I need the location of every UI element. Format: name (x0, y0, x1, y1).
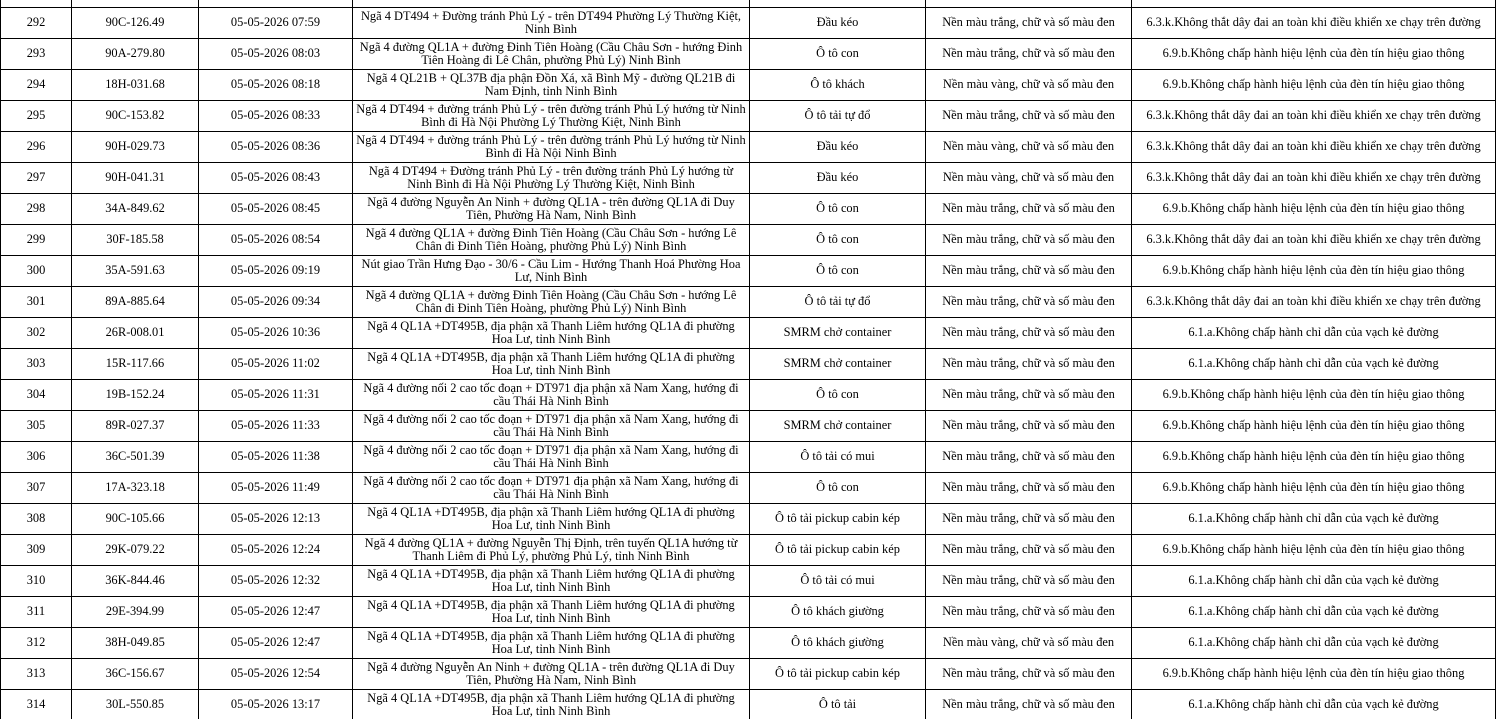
violation-time-cell: 05-05-2026 12:47 (199, 597, 353, 628)
row-number-cell: 296 (1, 132, 72, 163)
row-number-cell: 295 (1, 101, 72, 132)
location-cell: Ngã 4 đường nối 2 cao tốc đoạn + DT971 địa phận xã Nam Xang, hướng đi cầu Thái Hà Ninh Bình (353, 380, 750, 411)
violation-cell: 6.9.b.Không chấp hành hiệu lệnh của đèn tín hiệu giao thông (1132, 659, 1496, 690)
plate-number-cell: 36C-156.67 (72, 659, 199, 690)
violation-cell: 6.3.k.Không thắt dây đai an toàn khi điều khiển xe chạy trên đường (1132, 101, 1496, 132)
table-row (1, 473, 1496, 504)
row-number-cell: 292 (1, 8, 72, 39)
vehicle-type-cell: Ô tô con (750, 256, 926, 287)
violation-time-cell: 05-05-2026 12:24 (199, 535, 353, 566)
vehicle-type-cell: Ô tô con (750, 194, 926, 225)
violation-cell: 6.9.b.Không chấp hành hiệu lệnh của đèn tín hiệu giao thông (1132, 442, 1496, 473)
row-number-cell: 311 (1, 597, 72, 628)
location-cell: Ngã 4 QL1A +DT495B, địa phận xã Thanh Liêm hướng QL1A đi phường Hoa Lư, tỉnh Ninh Bình (353, 690, 750, 719)
plate-color-cell: Nền màu vàng, chữ và số màu đen (926, 70, 1132, 101)
plate-color-cell: Nền màu trắng, chữ và số màu đen (926, 659, 1132, 690)
plate-color-cell: Nền màu trắng, chữ và số màu đen (926, 256, 1132, 287)
plate-color-cell: Nền màu trắng, chữ và số màu đen (926, 318, 1132, 349)
plate-number-cell: 90C-105.66 (72, 504, 199, 535)
vehicle-type-cell: SMRM chở container (750, 349, 926, 380)
row-number-cell: 307 (1, 473, 72, 504)
plate-color-cell: Nền màu trắng, chữ và số màu đen (926, 225, 1132, 256)
plate-number-cell: 35A-591.63 (72, 256, 199, 287)
location-cell: Ngã 4 DT494 + đường tránh Phủ Lý - trên đường tránh Phủ Lý hướng từ Ninh Bình đi Hà Nội Ninh Bình (353, 132, 750, 163)
table-row (1, 318, 1496, 349)
vehicle-type-cell: Ô tô tải có mui (750, 566, 926, 597)
plate-color-cell: Nền màu trắng, chữ và số màu đen (926, 566, 1132, 597)
location-cell: Ngã 4 đường Nguyễn An Ninh + đường QL1A - trên đường QL1A đi Duy Tiên, Phường Hà Nam, Ninh Bình (353, 659, 750, 690)
vehicle-type-cell: Đầu kéo (750, 163, 926, 194)
row-number-cell: 294 (1, 70, 72, 101)
vehicle-type-cell: Đầu kéo (750, 132, 926, 163)
violation-time-cell: 05-05-2026 09:19 (199, 256, 353, 287)
location-cell: Ngã 4 QL1A +DT495B, địa phận xã Thanh Liêm hướng QL1A đi phường Hoa Lư, tỉnh Ninh Bình (353, 628, 750, 659)
violation-cell: 6.9.b.Không chấp hành hiệu lệnh của đèn tín hiệu giao thông (1132, 473, 1496, 504)
vehicle-type-cell: Ô tô khách giường (750, 628, 926, 659)
violation-time-cell: 05-05-2026 11:33 (199, 411, 353, 442)
violation-time-cell: 05-05-2026 12:32 (199, 566, 353, 597)
violation-time-cell: 05-05-2026 08:54 (199, 225, 353, 256)
row-number-cell: 304 (1, 380, 72, 411)
vehicle-type-cell: Ô tô tải (750, 690, 926, 719)
violation-time-cell: 05-05-2026 11:31 (199, 380, 353, 411)
violation-time-cell: 05-05-2026 08:03 (199, 39, 353, 70)
violation-time-cell: 05-05-2026 08:33 (199, 101, 353, 132)
vehicle-type-cell: Ô tô tải pickup cabin kép (750, 659, 926, 690)
plate-color-cell: Nền màu trắng, chữ và số màu đen (926, 411, 1132, 442)
plate-color-cell: Nền màu trắng, chữ và số màu đen (926, 39, 1132, 70)
violation-time-cell (199, 0, 353, 8)
location-cell: Ngã 4 QL1A +DT495B, địa phận xã Thanh Liêm hướng QL1A đi phường Hoa Lư, tỉnh Ninh Bình (353, 566, 750, 597)
row-number-cell: 312 (1, 628, 72, 659)
violation-cell (1132, 0, 1496, 8)
vehicle-type-cell: Ô tô con (750, 39, 926, 70)
plate-number-cell: 17A-323.18 (72, 473, 199, 504)
vehicle-type-cell: Đầu kéo (750, 8, 926, 39)
vehicle-type-cell: Ô tô con (750, 473, 926, 504)
violation-cell: 6.9.b.Không chấp hành hiệu lệnh của đèn tín hiệu giao thông (1132, 256, 1496, 287)
violation-time-cell: 05-05-2026 12:54 (199, 659, 353, 690)
table-body (1, 0, 1496, 719)
violation-time-cell: 05-05-2026 11:49 (199, 473, 353, 504)
table-row (1, 380, 1496, 411)
plate-number-cell: 90C-153.82 (72, 101, 199, 132)
table-row (1, 194, 1496, 225)
violation-cell: 6.3.k.Không thắt dây đai an toàn khi điều khiển xe chạy trên đường (1132, 163, 1496, 194)
row-number-cell: 300 (1, 256, 72, 287)
violation-cell: 6.1.a.Không chấp hành chỉ dẫn của vạch kẻ đường (1132, 566, 1496, 597)
row-number-cell: 303 (1, 349, 72, 380)
plate-number-cell: 29E-394.99 (72, 597, 199, 628)
vehicle-type-cell: Ô tô khách giường (750, 597, 926, 628)
location-cell: Ngã 4 đường nối 2 cao tốc đoạn + DT971 địa phận xã Nam Xang, hướng đi cầu Thái Hà Ninh Bình (353, 411, 750, 442)
violation-time-cell: 05-05-2026 12:47 (199, 628, 353, 659)
plate-color-cell: Nền màu trắng, chữ và số màu đen (926, 194, 1132, 225)
vehicle-type-cell: Ô tô con (750, 380, 926, 411)
location-cell: Ngã 4 QL1A +DT495B, địa phận xã Thanh Liêm hướng QL1A đi phường Hoa Lư, tỉnh Ninh Bình (353, 504, 750, 535)
table-row (1, 535, 1496, 566)
violation-cell: 6.3.k.Không thắt dây đai an toàn khi điều khiển xe chạy trên đường (1132, 225, 1496, 256)
plate-number-cell: 30F-185.58 (72, 225, 199, 256)
table-row (1, 442, 1496, 473)
plate-color-cell: Nền màu trắng, chữ và số màu đen (926, 504, 1132, 535)
table-row (1, 597, 1496, 628)
plate-color-cell: Nền màu trắng, chữ và số màu đen (926, 597, 1132, 628)
plate-color-cell: Nền màu trắng, chữ và số màu đen (926, 473, 1132, 504)
vehicle-type-cell (750, 0, 926, 8)
violation-cell: 6.9.b.Không chấp hành hiệu lệnh của đèn tín hiệu giao thông (1132, 70, 1496, 101)
row-number-cell: 302 (1, 318, 72, 349)
violation-cell: 6.3.k.Không thắt dây đai an toàn khi điều khiển xe chạy trên đường (1132, 287, 1496, 318)
table-row (1, 659, 1496, 690)
location-cell: Ngã 4 đường QL1A + đường Đinh Tiên Hoàng (Cầu Châu Sơn - hướng Đinh Tiên Hoàng đi Lê Chân, phường Phủ Lý) Ninh Bình (353, 39, 750, 70)
row-number-cell: 293 (1, 39, 72, 70)
violation-cell: 6.1.a.Không chấp hành chỉ dẫn của vạch kẻ đường (1132, 349, 1496, 380)
location-cell: Ngã 4 đường nối 2 cao tốc đoạn + DT971 địa phận xã Nam Xang, hướng đi cầu Thái Hà Ninh Bình (353, 473, 750, 504)
violation-time-cell: 05-05-2026 08:43 (199, 163, 353, 194)
plate-number-cell: 90A-279.80 (72, 39, 199, 70)
violation-time-cell: 05-05-2026 09:34 (199, 287, 353, 318)
table-row (1, 628, 1496, 659)
vehicle-type-cell: SMRM chở container (750, 318, 926, 349)
table-row (1, 411, 1496, 442)
plate-number-cell: 36C-501.39 (72, 442, 199, 473)
plate-number-cell: 18H-031.68 (72, 70, 199, 101)
row-number-cell: 313 (1, 659, 72, 690)
violation-time-cell: 05-05-2026 08:18 (199, 70, 353, 101)
plate-color-cell: Nền màu trắng, chữ và số màu đen (926, 287, 1132, 318)
table-row (1, 132, 1496, 163)
table-row (1, 39, 1496, 70)
row-number-cell: 299 (1, 225, 72, 256)
vehicle-type-cell: Ô tô con (750, 225, 926, 256)
location-cell: Ngã 4 QL21B + QL37B địa phận Đồn Xá, xã Bình Mỹ - đường QL21B đi Nam Định, tỉnh Ninh Bình (353, 70, 750, 101)
vehicle-type-cell: Ô tô khách (750, 70, 926, 101)
plate-number-cell: 89R-027.37 (72, 411, 199, 442)
location-cell: Ngã 4 DT494 + Đường tránh Phủ Lý - trên DT494 Phường Lý Thường Kiệt, Ninh Bình (353, 8, 750, 39)
plate-number-cell: 19B-152.24 (72, 380, 199, 411)
violation-cell: 6.1.a.Không chấp hành chỉ dẫn của vạch kẻ đường (1132, 690, 1496, 719)
plate-color-cell: Nền màu trắng, chữ và số màu đen (926, 442, 1132, 473)
table-row (1, 163, 1496, 194)
plate-color-cell: Nền màu trắng, chữ và số màu đen (926, 101, 1132, 132)
row-number-cell: 306 (1, 442, 72, 473)
violation-time-cell: 05-05-2026 13:17 (199, 690, 353, 719)
plate-number-cell: 29K-079.22 (72, 535, 199, 566)
location-cell: Ngã 4 đường QL1A + đường Nguyễn Thị Định, trên tuyến QL1A hướng từ Thanh Liêm đi Phủ Lý, phường Phủ Lý, tỉnh Ninh Bình (353, 535, 750, 566)
row-number-cell: 308 (1, 504, 72, 535)
plate-color-cell: Nền màu trắng, chữ và số màu đen (926, 690, 1132, 719)
table-row (1, 70, 1496, 101)
plate-color-cell: Nền màu trắng, chữ và số màu đen (926, 380, 1132, 411)
plate-color-cell: Nền màu trắng, chữ và số màu đen (926, 8, 1132, 39)
vehicle-type-cell: Ô tô tải tự đổ (750, 101, 926, 132)
row-number-cell: 305 (1, 411, 72, 442)
table-row (1, 349, 1496, 380)
location-cell: Ngã 4 DT494 + đường tránh Phủ Lý - trên đường tránh Phủ Lý hướng từ Ninh Bình đi Hà Nội Phường Lý Thường Kiệt, Ninh Bình (353, 101, 750, 132)
plate-number-cell: 15R-117.66 (72, 349, 199, 380)
table-row (1, 0, 1496, 8)
plate-number-cell: 36K-844.46 (72, 566, 199, 597)
vehicle-type-cell: Ô tô tải pickup cabin kép (750, 535, 926, 566)
vehicle-type-cell: Ô tô tải tự đổ (750, 287, 926, 318)
violation-time-cell: 05-05-2026 11:02 (199, 349, 353, 380)
plate-number-cell: 34A-849.62 (72, 194, 199, 225)
violation-time-cell: 05-05-2026 11:38 (199, 442, 353, 473)
plate-number-cell (72, 0, 199, 8)
violation-cell: 6.9.b.Không chấp hành hiệu lệnh của đèn tín hiệu giao thông (1132, 194, 1496, 225)
row-number-cell: 309 (1, 535, 72, 566)
violation-cell: 6.9.b.Không chấp hành hiệu lệnh của đèn tín hiệu giao thông (1132, 380, 1496, 411)
violation-cell: 6.3.k.Không thắt dây đai an toàn khi điều khiển xe chạy trên đường (1132, 8, 1496, 39)
violation-cell: 6.9.b.Không chấp hành hiệu lệnh của đèn tín hiệu giao thông (1132, 535, 1496, 566)
violation-cell: 6.1.a.Không chấp hành chỉ dẫn của vạch kẻ đường (1132, 318, 1496, 349)
plate-number-cell: 90H-041.31 (72, 163, 199, 194)
row-number-cell: 298 (1, 194, 72, 225)
violation-cell: 6.1.a.Không chấp hành chỉ dẫn của vạch kẻ đường (1132, 597, 1496, 628)
location-cell: Ngã 4 QL1A +DT495B, địa phận xã Thanh Liêm hướng QL1A đi phường Hoa Lư, tỉnh Ninh Bình (353, 597, 750, 628)
table-row (1, 287, 1496, 318)
violation-time-cell: 05-05-2026 08:36 (199, 132, 353, 163)
plate-color-cell: Nền màu vàng, chữ và số màu đen (926, 163, 1132, 194)
plate-color-cell: Nền màu vàng, chữ và số màu đen (926, 628, 1132, 659)
violation-cell: 6.3.k.Không thắt dây đai an toàn khi điều khiển xe chạy trên đường (1132, 132, 1496, 163)
violation-cell: 6.9.b.Không chấp hành hiệu lệnh của đèn tín hiệu giao thông (1132, 411, 1496, 442)
table-row (1, 256, 1496, 287)
row-number-cell: 310 (1, 566, 72, 597)
table-row (1, 690, 1496, 719)
violation-time-cell: 05-05-2026 10:36 (199, 318, 353, 349)
location-cell: Ngã 4 đường Nguyễn An Ninh + đường QL1A - trên đường QL1A đi Duy Tiên, Phường Hà Nam, Ninh Bình (353, 194, 750, 225)
table-row (1, 504, 1496, 535)
plate-number-cell: 38H-049.85 (72, 628, 199, 659)
vehicle-type-cell: Ô tô tải có mui (750, 442, 926, 473)
plate-number-cell: 26R-008.01 (72, 318, 199, 349)
location-cell: Ngã 4 đường QL1A + đường Đinh Tiên Hoàng (Cầu Châu Sơn - hướng Lê Chân đi Đinh Tiên Hoàng, phường Phủ Lý) Ninh Bình (353, 225, 750, 256)
row-number-cell: 301 (1, 287, 72, 318)
violation-cell: 6.1.a.Không chấp hành chỉ dẫn của vạch kẻ đường (1132, 628, 1496, 659)
violation-time-cell: 05-05-2026 08:45 (199, 194, 353, 225)
location-cell: Ngã 4 đường nối 2 cao tốc đoạn + DT971 địa phận xã Nam Xang, hướng đi cầu Thái Hà Ninh Bình (353, 442, 750, 473)
plate-color-cell: Nền màu vàng, chữ và số màu đen (926, 132, 1132, 163)
vehicle-type-cell: SMRM chở container (750, 411, 926, 442)
table-row (1, 566, 1496, 597)
plate-number-cell: 90H-029.73 (72, 132, 199, 163)
table-row (1, 101, 1496, 132)
plate-color-cell: Nền màu trắng, chữ và số màu đen (926, 349, 1132, 380)
plate-number-cell: 90C-126.49 (72, 8, 199, 39)
row-number-cell: 297 (1, 163, 72, 194)
row-number-cell: 314 (1, 690, 72, 719)
location-cell: Ngã 4 QL1A +DT495B, địa phận xã Thanh Liêm hướng QL1A đi phường Hoa Lư, tỉnh Ninh Bình (353, 318, 750, 349)
violation-time-cell: 05-05-2026 07:59 (199, 8, 353, 39)
table-row (1, 225, 1496, 256)
vehicle-type-cell: Ô tô tải pickup cabin kép (750, 504, 926, 535)
plate-color-cell: Nền màu trắng, chữ và số màu đen (926, 535, 1132, 566)
location-cell: Ngã 4 DT494 + Đường tránh Phủ Lý - trên đường tránh Phủ Lý hướng từ Ninh Bình đi Hà Nội Phường Lý Thường Kiệt, Ninh Bình (353, 163, 750, 194)
location-cell (353, 0, 750, 8)
plate-number-cell: 30L-550.85 (72, 690, 199, 719)
plate-color-cell (926, 0, 1132, 8)
violation-cell: 6.9.b.Không chấp hành hiệu lệnh của đèn tín hiệu giao thông (1132, 39, 1496, 70)
location-cell: Ngã 4 đường QL1A + đường Đinh Tiên Hoàng (Cầu Châu Sơn - hướng Lê Chân đi Đinh Tiên Hoàng, phường Phủ Lý) Ninh Bình (353, 287, 750, 318)
location-cell: Nút giao Trần Hưng Đạo - 30/6 - Cầu Lim - Hướng Thanh Hoá Phường Hoa Lư, Ninh Bình (353, 256, 750, 287)
table-row (1, 8, 1496, 39)
location-cell: Ngã 4 QL1A +DT495B, địa phận xã Thanh Liêm hướng QL1A đi phường Hoa Lư, tỉnh Ninh Bình (353, 349, 750, 380)
row-number-cell (1, 0, 72, 8)
violation-time-cell: 05-05-2026 12:13 (199, 504, 353, 535)
plate-number-cell: 89A-885.64 (72, 287, 199, 318)
violation-cell: 6.1.a.Không chấp hành chỉ dẫn của vạch kẻ đường (1132, 504, 1496, 535)
